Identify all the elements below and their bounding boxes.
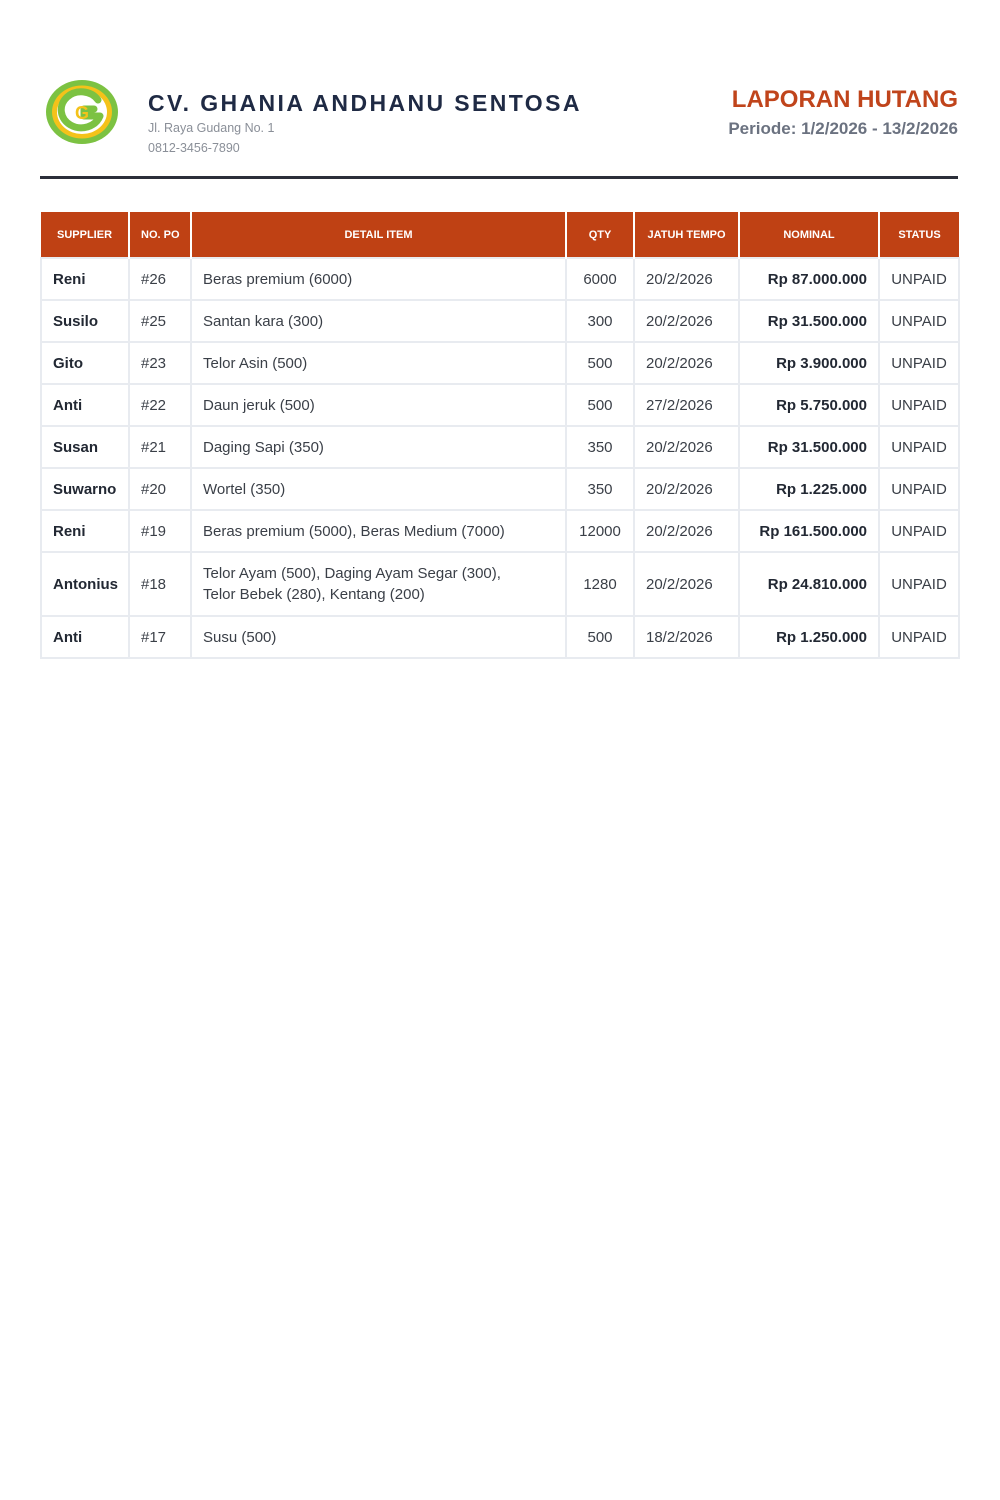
cell-qty: 500 <box>566 384 634 426</box>
cell-item-line: Telor Bebek (280), Kentang (200) <box>203 586 425 603</box>
cell-nominal: Rp 161.500.000 <box>739 510 879 552</box>
cell-supplier: Suwarno <box>41 468 129 510</box>
cell-supplier: Reni <box>41 510 129 552</box>
cell-qty: 500 <box>566 342 634 384</box>
header-divider <box>40 176 958 179</box>
cell-due: 20/2/2026 <box>634 342 739 384</box>
cell-due: 20/2/2026 <box>634 300 739 342</box>
cell-status: UNPAID <box>879 468 959 510</box>
cell-item: Beras premium (5000), Beras Medium (7000) <box>191 510 566 552</box>
table-row <box>41 342 959 384</box>
table-row <box>41 616 959 658</box>
logo-letter: G <box>74 103 90 123</box>
cell-qty: 12000 <box>566 510 634 552</box>
table-row <box>41 510 959 552</box>
table-row <box>41 258 959 300</box>
cell-due: 20/2/2026 <box>634 426 739 468</box>
cell-nominal: Rp 5.750.000 <box>739 384 879 426</box>
header-due: JATUH TEMPO <box>634 212 739 258</box>
cell-po: #19 <box>129 510 191 552</box>
company-name: CV. GHANIA ANDHANU SENTOSA <box>148 90 582 116</box>
cell-po: #25 <box>129 300 191 342</box>
cell-due: 20/2/2026 <box>634 510 739 552</box>
cell-qty: 350 <box>566 468 634 510</box>
cell-supplier: Gito <box>41 342 129 384</box>
table-row <box>41 552 959 616</box>
cell-po: #20 <box>129 468 191 510</box>
cell-item: Telor Asin (500) <box>191 342 566 384</box>
header-item: DETAIL ITEM <box>191 212 566 258</box>
cell-item: Daging Sapi (350) <box>191 426 566 468</box>
cell-nominal: Rp 24.810.000 <box>739 552 879 616</box>
cell-item: Daun jeruk (500) <box>191 384 566 426</box>
cell-item: Susu (500) <box>191 616 566 658</box>
header-supplier: SUPPLIER <box>41 212 129 258</box>
cell-status: UNPAID <box>879 616 959 658</box>
cell-due: 27/2/2026 <box>634 384 739 426</box>
cell-supplier: Susilo <box>41 300 129 342</box>
cell-status: UNPAID <box>879 426 959 468</box>
cell-nominal: Rp 3.900.000 <box>739 342 879 384</box>
report-period: Periode: 1/2/2026 - 13/2/2026 <box>728 119 958 138</box>
cell-status: UNPAID <box>879 258 959 300</box>
table-row <box>41 468 959 510</box>
cell-status: UNPAID <box>879 342 959 384</box>
cell-item: Beras premium (6000) <box>191 258 566 300</box>
cell-item: Wortel (350) <box>191 468 566 510</box>
debt-table <box>40 212 960 659</box>
cell-due: 20/2/2026 <box>634 468 739 510</box>
cell-item-line: Telor Ayam (500), Daging Ayam Segar (300), <box>203 565 501 582</box>
table-row <box>41 384 959 426</box>
company-address: Jl. Raya Gudang No. 1 <box>148 121 275 135</box>
company-phone: 0812-3456-7890 <box>148 141 240 155</box>
cell-qty: 6000 <box>566 258 634 300</box>
cell-supplier: Susan <box>41 426 129 468</box>
cell-po: #26 <box>129 258 191 300</box>
cell-nominal: Rp 31.500.000 <box>739 300 879 342</box>
cell-supplier: Antonius <box>41 552 129 616</box>
cell-supplier: Anti <box>41 384 129 426</box>
cell-po: #18 <box>129 552 191 616</box>
cell-po: #17 <box>129 616 191 658</box>
cell-status: UNPAID <box>879 552 959 616</box>
cell-qty: 500 <box>566 616 634 658</box>
company-logo-icon <box>44 78 120 146</box>
header-row <box>41 212 959 258</box>
cell-po: #21 <box>129 426 191 468</box>
cell-due: 20/2/2026 <box>634 552 739 616</box>
cell-nominal: Rp 31.500.000 <box>739 426 879 468</box>
table-body <box>41 258 959 658</box>
header-status: STATUS <box>879 212 959 258</box>
header-qty: QTY <box>566 212 634 258</box>
table-row <box>41 300 959 342</box>
cell-nominal: Rp 1.250.000 <box>739 616 879 658</box>
cell-due: 18/2/2026 <box>634 616 739 658</box>
cell-nominal: Rp 1.225.000 <box>739 468 879 510</box>
cell-po: #22 <box>129 384 191 426</box>
cell-po: #23 <box>129 342 191 384</box>
cell-qty: 1280 <box>566 552 634 616</box>
cell-item: Santan kara (300) <box>191 300 566 342</box>
cell-due: 20/2/2026 <box>634 258 739 300</box>
report-title: LAPORAN HUTANG <box>731 86 958 113</box>
cell-status: UNPAID <box>879 300 959 342</box>
cell-qty: 300 <box>566 300 634 342</box>
cell-status: UNPAID <box>879 384 959 426</box>
cell-status: UNPAID <box>879 510 959 552</box>
cell-qty: 350 <box>566 426 634 468</box>
cell-supplier: Reni <box>41 258 129 300</box>
table-header <box>41 212 959 258</box>
header-po: NO. PO <box>129 212 191 258</box>
header-nominal: NOMINAL <box>739 212 879 258</box>
cell-nominal: Rp 87.000.000 <box>739 258 879 300</box>
table-row <box>41 426 959 468</box>
cell-supplier: Anti <box>41 616 129 658</box>
cell-item <box>191 552 566 616</box>
